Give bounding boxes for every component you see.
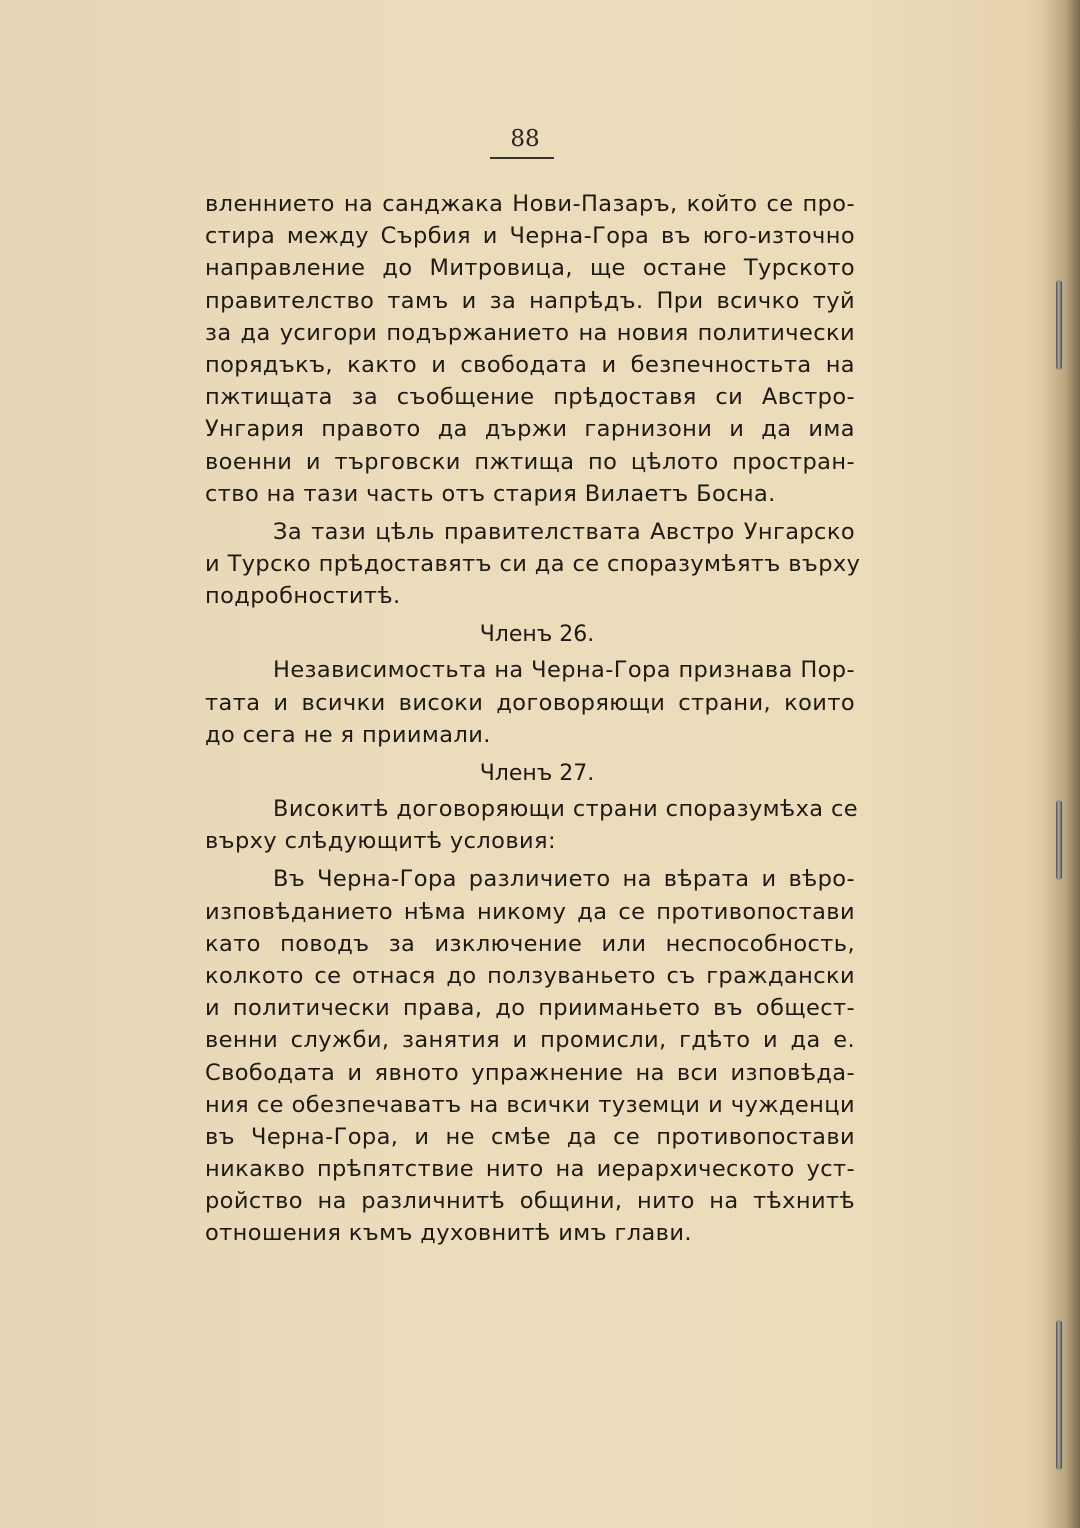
staple — [1056, 280, 1062, 370]
text-line: Свободата и явното упражнение на вси изповѣда- — [205, 1059, 855, 1086]
text-line: до сега не я приимали. — [205, 721, 491, 748]
text-line: Въ Черна-Гора различието на вѣрата и вѣро- — [273, 866, 855, 893]
staple — [1056, 1320, 1062, 1470]
text-line: подробноститѣ. — [205, 583, 401, 610]
text-line: порядъкъ, както и свободата и безпечностьта на — [205, 351, 855, 378]
staple — [1056, 800, 1062, 880]
text-line: за да усигори подържанието на новия политически — [205, 319, 855, 346]
text-line: въ Черна-Гора, и не смѣе да се противопостави — [205, 1123, 855, 1150]
text-line: военни и търговски пжтища по цѣлото простран- — [205, 448, 855, 475]
text-line: изповѣданието нѣма никому да се противопостави — [205, 898, 855, 925]
page-number: 88 — [510, 126, 540, 152]
article-heading-27: Членъ 27. — [479, 761, 595, 786]
text-line: стира между Сърбия и Черна-Гора въ юго-източно — [205, 223, 855, 250]
paragraph — [205, 516, 861, 613]
text-line: ство на тази часть отъ стария Вилаетъ Босна. — [205, 480, 776, 507]
paragraph — [205, 188, 855, 510]
paragraph — [205, 654, 855, 751]
text-line: като поводъ за изключение или неспособность, — [205, 930, 855, 957]
text-line: ния се обезпечаватъ на всички туземци и чужденци — [205, 1091, 855, 1118]
text-line: правителство тамъ и за напрѣдъ. При всичко туй — [205, 287, 855, 314]
text-line: вленнието на санджака Нови-Пазаръ, който се про- — [205, 191, 855, 217]
paragraph — [205, 793, 859, 857]
text-line: За тази цѣль правителствата Австро Унгарско — [273, 518, 855, 545]
text-line: и политически права, до прииманьето въ общест- — [205, 995, 855, 1022]
text-line: отношения къмъ духовнитѣ имъ глави. — [205, 1220, 692, 1247]
paragraph — [205, 863, 855, 1249]
text-line: направление до Митровица, ще остане Турското — [205, 255, 855, 282]
text-line: и Турско прѣдоставятъ си да се споразумѣятъ върху — [205, 551, 861, 578]
text-line: Унгария правото да държи гарнизони и да има — [205, 416, 855, 443]
text-line: Независимостьта на Черна-Гора признава Пор- — [273, 657, 856, 684]
text-line: пжтищата за съобщение прѣдоставя си Австро- — [205, 384, 855, 411]
text-line: тата и всички високи договоряющи страни, които — [205, 689, 855, 716]
text-line: никакво прѣпятствие нито на иерархическото уст- — [205, 1156, 855, 1183]
text-line: колкото се отнася до ползуваньето съ граждански — [205, 962, 855, 989]
text-line: ройство на различнитѣ общини, нито на тѣхнитѣ — [205, 1188, 855, 1215]
page-number-underline — [490, 157, 554, 159]
body-text — [205, 188, 861, 1250]
text-line: венни служби, занятия и промисли, гдѣто и да е. — [205, 1027, 855, 1054]
text-line: Високитѣ договоряющи страни споразумѣха се — [273, 796, 859, 822]
article-heading-26: Членъ 26. — [479, 622, 595, 648]
text-line: върху слѣдующитѣ условия: — [205, 828, 556, 855]
page-binding-edge — [1042, 0, 1080, 1528]
